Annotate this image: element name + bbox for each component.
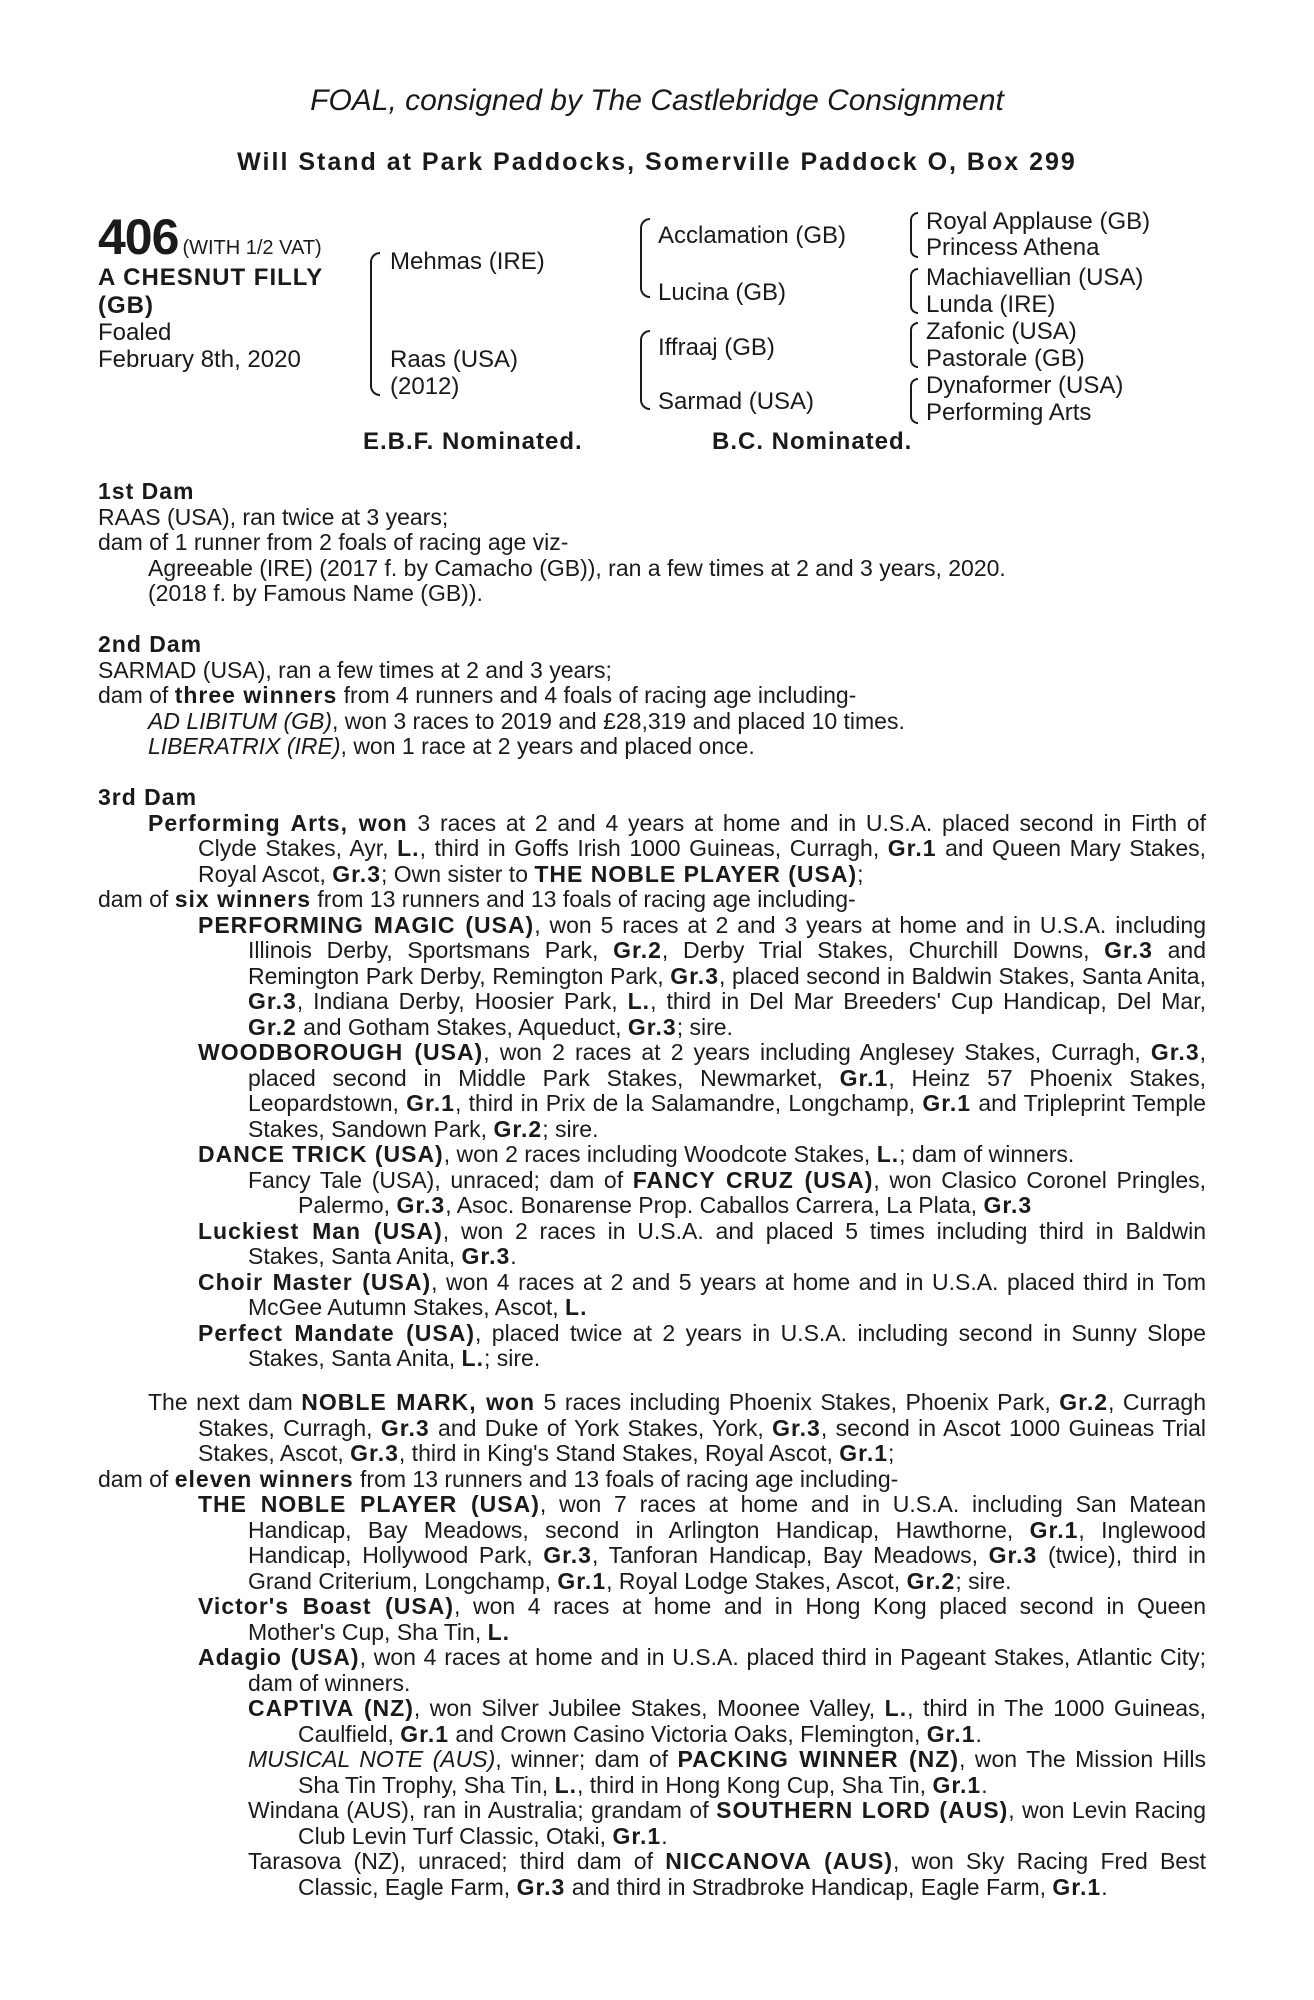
pedigree-g6: Pastorale (GB) (926, 345, 1085, 372)
first-dam-line: dam of 1 runner from 2 foals of racing age viz- (98, 529, 569, 555)
pedigree-brace (910, 212, 918, 258)
bc-nomination: B.C. Nominated. (712, 428, 913, 455)
lot-number: 406 (98, 209, 179, 265)
next-dam-section (98, 1390, 1206, 1900)
pedigree-g7: Dynaformer (USA) (926, 372, 1124, 399)
foaled-date: February 8th, 2020 (98, 346, 301, 373)
third-dam-heading: 3rd Dam (98, 784, 198, 810)
produce-perfect-mandate: Perfect Mandate (USA), placed twice at 2 years in U.S.A. including second in Sunny Slope Stakes, Santa Anita, L.; sire. (198, 1319, 1206, 1371)
produce-captiva: CAPTIVA (NZ), won Silver Jubilee Stakes, Moonee Valley, L., third in The 1000 Guineas, Caulfield, Gr.1 and Crown Casino Victoria Oaks, Flemington, Gr.1. (248, 1695, 1206, 1747)
second-dam-produce: AD LIBITUM (GB), won 3 races to 2019 and £28,319 and placed 10 times. (148, 707, 905, 734)
third-dam-produce-summary: dam of six winners from 13 runners and 13 foals of racing age including- (98, 886, 856, 912)
second-dam-line: SARMAD (USA), ran a few times at 2 and 3 years; (98, 656, 612, 683)
pedigree-g4: Lunda (IRE) (926, 291, 1056, 318)
first-dam-section (98, 479, 1206, 607)
pedigree-brace (640, 330, 650, 410)
stand-location: Will Stand at Park Paddocks, Somerville Paddock O, Box 299 (237, 148, 1077, 176)
second-dam-produce: LIBERATRIX (IRE), won 1 race at 2 years and placed once. (148, 733, 755, 759)
produce-adagio: Adagio (USA), won 4 races at home and in U.S.A. placed third in Pageant Stakes, Atlantic City; dam of winners. (198, 1644, 1206, 1696)
pedigree-brace (910, 322, 918, 368)
pedigree-brace (640, 218, 650, 298)
pedigree-g3: Machiavellian (USA) (926, 264, 1144, 291)
pedigree-dam-sire: Iffraaj (GB) (658, 334, 775, 361)
second-dam-heading: 2nd Dam (98, 631, 203, 657)
pedigree-sire: Mehmas (IRE) (390, 248, 545, 275)
second-dam-section (98, 632, 1206, 760)
pedigree-dam: Raas (USA) (390, 346, 519, 373)
second-dam-line: dam of three winners from 4 runners and 4 foals of racing age including- (98, 682, 857, 708)
produce-woodborough: WOODBOROUGH (USA), won 2 races at 2 years including Anglesey Stakes, Curragh, Gr.3, placed second in Middle Park Stakes, Newmarket, Gr.1, Heinz 57 Phoenix Stakes, Leopardstown, Gr.1, third in Prix de la Salamandre, Longchamp, Gr.1 and Tripleprint Temple Stakes, Sandown Park, Gr.2; sire. (198, 1039, 1207, 1142)
next-dam-record: The next dam NOBLE MARK, won 5 races including Phoenix Stakes, Phoenix Park, Gr.2, Curragh Stakes, Curragh, Gr.3 and Duke of York Stakes, York, Gr.3, second in Ascot 1000 Guineas Trial Stakes, Ascot, Gr.3, third in King's Stand Stakes, Royal Ascot, Gr.1; (148, 1389, 1207, 1466)
foaled-label: Foaled (98, 319, 172, 346)
pedigree-g1: Royal Applause (GB) (926, 208, 1151, 235)
pedigree-sire-sire: Acclamation (GB) (658, 222, 847, 249)
third-dam-section (98, 785, 1206, 1372)
produce-luckiest-man: Luckiest Man (USA), won 2 races in U.S.A. and placed 5 times including third in Baldwin Stakes, Santa Anita, Gr.3. (198, 1217, 1206, 1269)
lot-block (98, 208, 322, 266)
ebf-nomination: E.B.F. Nominated. (363, 428, 583, 455)
next-dam-produce-summary: dam of eleven winners from 13 runners and 13 foals of racing age including- (98, 1465, 899, 1492)
pedigree-dam-year: (2012) (390, 373, 460, 400)
pedigree-brace (910, 378, 918, 424)
pedigree-brace (910, 268, 918, 314)
first-dam-line: RAAS (USA), ran twice at 3 years; (98, 503, 449, 530)
first-dam-produce: (2018 f. by Famous Name (GB)). (148, 580, 483, 606)
produce-dance-trick: DANCE TRICK (USA), won 2 races including Woodcote Stakes, L.; dam of winners. (198, 1141, 1075, 1167)
pedigree-sire-dam: Lucina (GB) (658, 279, 787, 306)
produce-the-noble-player: THE NOBLE PLAYER (USA), won 7 races at home and in U.S.A. including San Matean Handicap, Bay Meadows, second in Arlington Handicap, Hawthorne, Gr.1, Inglewood Handicap, Hollywood Park, Gr.3, Tanforan Handicap, Bay Meadows, Gr.3 (twice), third in Grand Criterium, Longchamp, Gr.1, Royal Lodge Stakes, Ascot, Gr.2; sire. (198, 1491, 1207, 1594)
produce-performing-magic: PERFORMING MAGIC (USA), won 5 races at 2 and 3 years at home and in U.S.A. including Illinois Derby, Sportsmans Park, Gr.2, Derby Trial Stakes, Churchill Downs, Gr.3 and Remington Park Derby, Remington Park, Gr.3, placed second in Baldwin Stakes, Santa Anita, Gr.3, Indiana Derby, Hoosier Park, L., third in Del Mar Breeders' Cup Handicap, Del Mar, Gr.2 and Gotham Stakes, Aqueduct, Gr.3; sire. (198, 911, 1207, 1040)
pedigree-brace (370, 252, 380, 396)
first-dam-heading: 1st Dam (98, 478, 195, 504)
produce-victors-boast: Victor's Boast (USA), won 4 races at home and in Hong Kong placed second in Queen Mother's Cup, Sha Tin, L. (198, 1593, 1207, 1645)
pedigree-g8: Performing Arts (926, 399, 1092, 426)
first-dam-produce: Agreeable (IRE) (2017 f. by Camacho (GB)), ran a few times at 2 and 3 years, 2020. (148, 554, 1006, 581)
pedigree-dam-dam: Sarmad (USA) (658, 388, 815, 415)
lot-description: A CHESNUT FILLY (98, 264, 324, 291)
produce-choir-master: Choir Master (USA), won 4 races at 2 and 5 years at home and in U.S.A. placed third in Tom McGee Autumn Stakes, Ascot, L. (198, 1268, 1206, 1320)
lot-description-country: (GB) (98, 292, 154, 319)
lot-vat: (WITH 1/2 VAT) (182, 237, 322, 259)
produce-windana: Windana (AUS), ran in Australia; grandam of SOUTHERN LORD (AUS), won Levin Racing Club Levin Turf Classic, Otaki, Gr.1. (248, 1797, 1206, 1849)
produce-fancy-tale: Fancy Tale (USA), unraced; dam of FANCY CRUZ (USA), won Clasico Coronel Pringles, Palermo, Gr.3, Asoc. Bonarense Prop. Caballos Carrera, La Plata, Gr.3 (248, 1166, 1207, 1218)
pedigree-g5: Zafonic (USA) (926, 318, 1077, 345)
produce-tarasova: Tarasova (NZ), unraced; third dam of NICCANOVA (AUS), won Sky Racing Fred Best Classic, Eagle Farm, Gr.3 and third in Stradbroke Handicap, Eagle Farm, Gr.1. (248, 1848, 1206, 1900)
catalogue-title: FOAL, consigned by The Castlebridge Consignment (310, 84, 1004, 117)
produce-musical-note: MUSICAL NOTE (AUS), winner; dam of PACKING WINNER (NZ), won The Mission Hills Sha Tin Trophy, Sha Tin, L., third in Hong Kong Cup, Sha Tin, Gr.1. (248, 1746, 1206, 1798)
pedigree-g2: Princess Athena (926, 234, 1100, 261)
third-dam-record: Performing Arts, won 3 races at 2 and 4 years at home and in U.S.A. placed second in Firth of Clyde Stakes, Ayr, L., third in Goffs Irish 1000 Guineas, Curragh, Gr.1 and Queen Mary Stakes, Royal Ascot, Gr.3; Own sister to THE NOBLE PLAYER (USA); (148, 809, 1206, 887)
